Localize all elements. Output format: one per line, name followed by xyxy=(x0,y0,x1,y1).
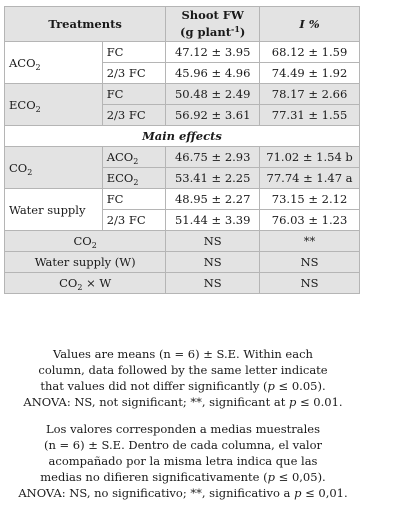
note-text: ≤ 0.01. xyxy=(296,395,343,409)
note-line: column, data followed by the same letter indicate xyxy=(38,363,328,377)
subscript: 2 xyxy=(35,62,41,72)
fw-cell: 51.44 ± 3.39 xyxy=(166,210,260,231)
note-text: that values did not differ significantly ( xyxy=(40,379,268,393)
i-cell: 74.49 ± 1.92 xyxy=(260,63,360,84)
table-row xyxy=(5,126,360,147)
main-effects-heading: Main effects xyxy=(5,126,360,147)
condition-label: ACO xyxy=(106,150,134,164)
fw-cell: 46.75 ± 2.93 xyxy=(166,147,260,168)
table-row xyxy=(5,252,360,273)
note-line xyxy=(0,485,366,501)
subscript: 2 xyxy=(27,167,33,177)
anova-label: CO xyxy=(73,234,92,248)
header-i-percent: I % xyxy=(260,7,360,42)
unit-text: (g plant xyxy=(180,25,232,39)
note-line: acompañado por la misma letra indica que las xyxy=(48,454,318,468)
condition-cell: FC xyxy=(102,189,166,210)
condition-cell: FC xyxy=(102,42,166,63)
condition-label: ECO xyxy=(106,171,134,185)
group-label: ACO xyxy=(9,55,36,70)
condition-cell: 2/3 FC xyxy=(102,210,166,231)
header-shoot-fw-title: Shoot FW xyxy=(181,8,244,22)
condition-cell: FC xyxy=(102,84,166,105)
group-aco2 xyxy=(5,42,103,84)
footnote-spanish xyxy=(0,421,366,501)
header-shoot-fw xyxy=(166,7,260,42)
note-line: Values are means (n = 6) ± S.E. Within each xyxy=(53,347,313,361)
p-symbol: p xyxy=(288,395,297,409)
i-cell: ** xyxy=(260,231,360,252)
note-text: medias no difieren significativamente ( xyxy=(40,470,268,484)
note-line xyxy=(0,469,366,485)
table-row xyxy=(5,84,360,105)
fw-cell: 50.48 ± 2.49 xyxy=(166,84,260,105)
subscript: 2 xyxy=(91,241,97,250)
unit-close: ) xyxy=(239,25,246,39)
group-label: CO xyxy=(9,160,28,175)
note-text: ≤ 0,01. xyxy=(301,486,348,500)
fw-cell: 47.12 ± 3.95 xyxy=(166,42,260,63)
condition-cell: 2/3 FC xyxy=(102,105,166,126)
note-text: ANOVA: NS, no significativo; **, significativo a xyxy=(18,486,295,500)
subscript: 2 xyxy=(133,178,139,187)
fw-cell: 48.95 ± 2.27 xyxy=(166,189,260,210)
unit-exponent: -1 xyxy=(231,24,240,34)
condition-cell xyxy=(102,168,166,189)
table-row xyxy=(5,273,360,294)
fw-cell: NS xyxy=(166,252,260,273)
results-table xyxy=(4,6,360,294)
table-row xyxy=(5,147,360,168)
anova-water: Water supply (W) xyxy=(5,252,166,273)
note-line: (n = 6) ± S.E. Dentro de cada columna, el valor xyxy=(43,438,323,452)
i-cell: 76.03 ± 1.23 xyxy=(260,210,360,231)
p-symbol: p xyxy=(294,486,302,500)
i-cell: 68.12 ± 1.59 xyxy=(260,42,360,63)
header-shoot-fw-unit xyxy=(170,24,255,41)
i-cell: 77.31 ± 1.55 xyxy=(260,105,360,126)
note-line xyxy=(0,378,366,394)
p-symbol: p xyxy=(267,379,275,393)
p-symbol: p xyxy=(267,470,276,484)
i-cell: 78.17 ± 2.66 xyxy=(260,84,360,105)
group-label: ECO xyxy=(9,97,36,112)
group-co2 xyxy=(5,147,103,189)
fw-cell: 53.41 ± 2.25 xyxy=(166,168,260,189)
i-cell: 73.15 ± 2.12 xyxy=(260,189,360,210)
subscript: 2 xyxy=(133,157,139,166)
anova-interaction xyxy=(5,273,166,294)
note-text: ≤ 0.05). xyxy=(274,379,326,393)
fw-cell: 45.96 ± 4.96 xyxy=(166,63,260,84)
subscript: 2 xyxy=(35,104,41,114)
i-cell: NS xyxy=(260,252,360,273)
i-cell: 77.74 ± 1.47 a xyxy=(260,168,360,189)
i-cell: 71.02 ± 1.54 b xyxy=(260,147,360,168)
footnote-english xyxy=(0,346,366,410)
table-row xyxy=(5,42,360,63)
anova-label-suffix: × W xyxy=(82,276,112,290)
i-cell: NS xyxy=(260,273,360,294)
note-line xyxy=(0,394,366,410)
table-row xyxy=(5,231,360,252)
note-text: ANOVA: NS, not significant; **, significant at xyxy=(23,395,289,409)
note-line: Los valores corresponden a medias muestrales xyxy=(46,422,320,436)
fw-cell: NS xyxy=(166,273,260,294)
anova-co2 xyxy=(5,231,166,252)
group-eco2 xyxy=(5,84,103,126)
condition-cell xyxy=(102,147,166,168)
anova-label: CO xyxy=(59,276,78,290)
table-row xyxy=(5,189,360,210)
fw-cell: 56.92 ± 3.61 xyxy=(166,105,260,126)
fw-cell: NS xyxy=(166,231,260,252)
condition-cell: 2/3 FC xyxy=(102,63,166,84)
group-water-supply: Water supply xyxy=(5,189,103,231)
subscript: 2 xyxy=(77,283,83,292)
header-row xyxy=(5,7,360,42)
header-treatments: Treatments xyxy=(5,7,166,42)
note-text: ≤ 0,05). xyxy=(275,470,326,484)
